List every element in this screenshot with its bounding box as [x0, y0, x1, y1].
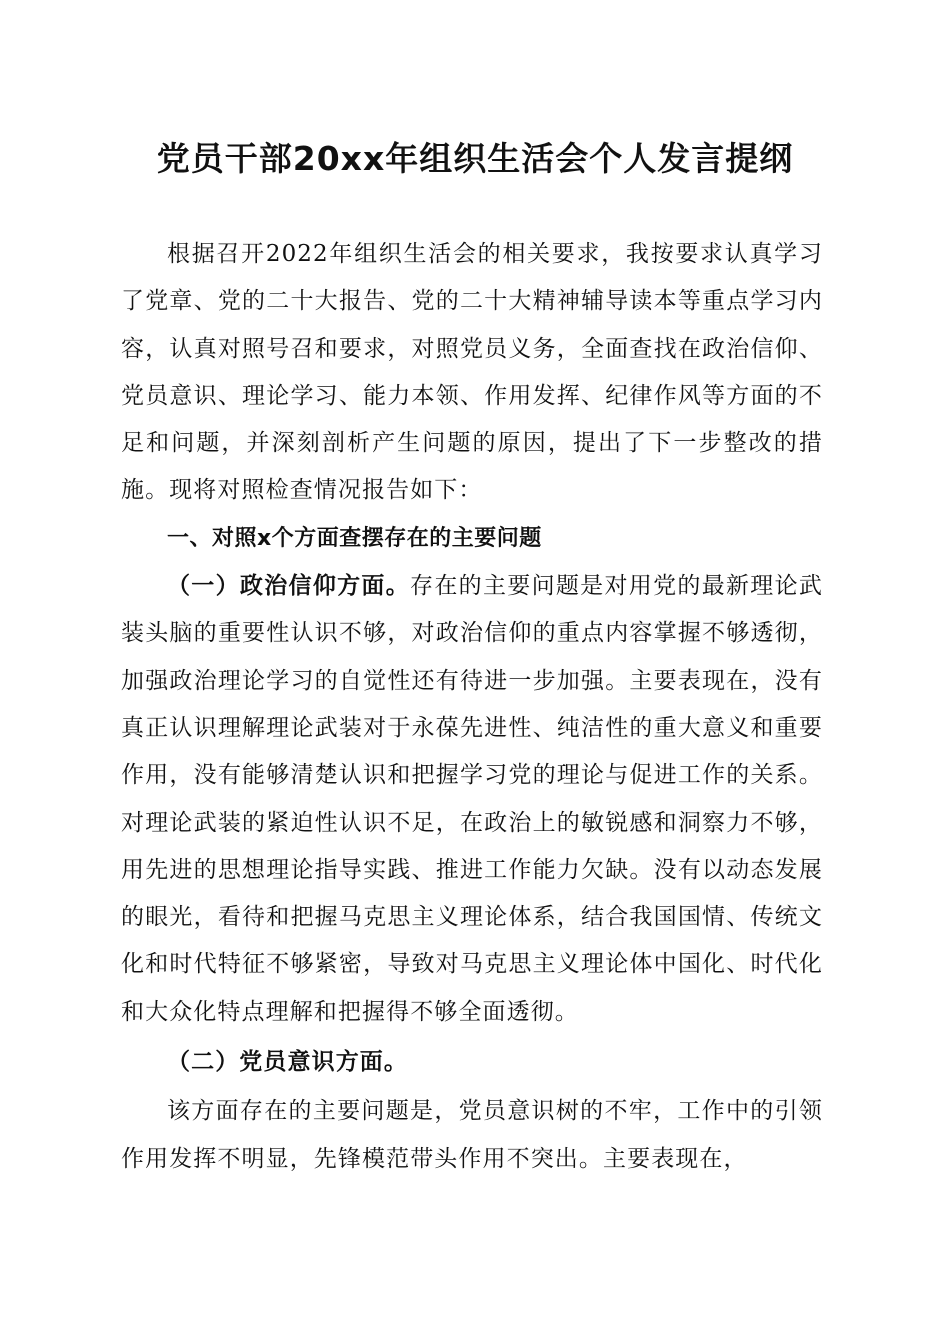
item1-text: 存在的主要问题是对用党的最新理论武装头脑的重要性认识不够，对政治信仰的重点内容掌握不够透彻，加强政治理论学习的自觉性还有待进一步加强。主要表现在，没有真正认识理解理论武装对于永葆先进性、纯洁性的重大意义和重要作用，没有能够清楚认识和把握学习党的理论与促进工作的关系。对理论武装的紧迫性认识不足，在政治上的敏锐感和洞察力不够，用先进的思想理论指导实践、推进工作能力欠缺。没有以动态发展的眼光，看待和把握马克思主义理论体系，结合我国国情、传统文化和时代特征不够紧密，导致对马克思主义理论体中国化、时代化和大众化特点理解和把握得不够全面透彻。 — [121, 573, 824, 1025]
item1-label: （一）政治信仰方面。 — [167, 572, 411, 600]
item2-heading — [121, 1038, 823, 1086]
document-body — [121, 231, 823, 1183]
intro-paragraph: 根据召开2022年组织生活会的相关要求，我按要求认真学习了党章、党的二十大报告、党的二十大精神辅导读本等重点学习内容，认真对照号召和要求，对照党员义务，全面查找在政治信仰、党员意识、理论学习、能力本领、作用发挥、纪律作风等方面的不足和问题，并深刻剖析产生问题的原因，提出了下一步整改的措施。现将对照检查情况报告如下： — [121, 241, 823, 504]
section-heading: 一、对照x个方面查摆存在的主要问题 — [167, 525, 542, 551]
item2-label: （二）党员意识方面。 — [167, 1048, 408, 1076]
document-title: 党员干部20xx年组织生活会个人发言提纲 — [156, 139, 794, 178]
item1-paragraph — [121, 562, 823, 1036]
item2-paragraph: 该方面存在的主要问题是，党员意识树的不牢，工作中的引领作用发挥不明显，先锋模范带头作用不突出。主要表现在， — [121, 1098, 823, 1172]
